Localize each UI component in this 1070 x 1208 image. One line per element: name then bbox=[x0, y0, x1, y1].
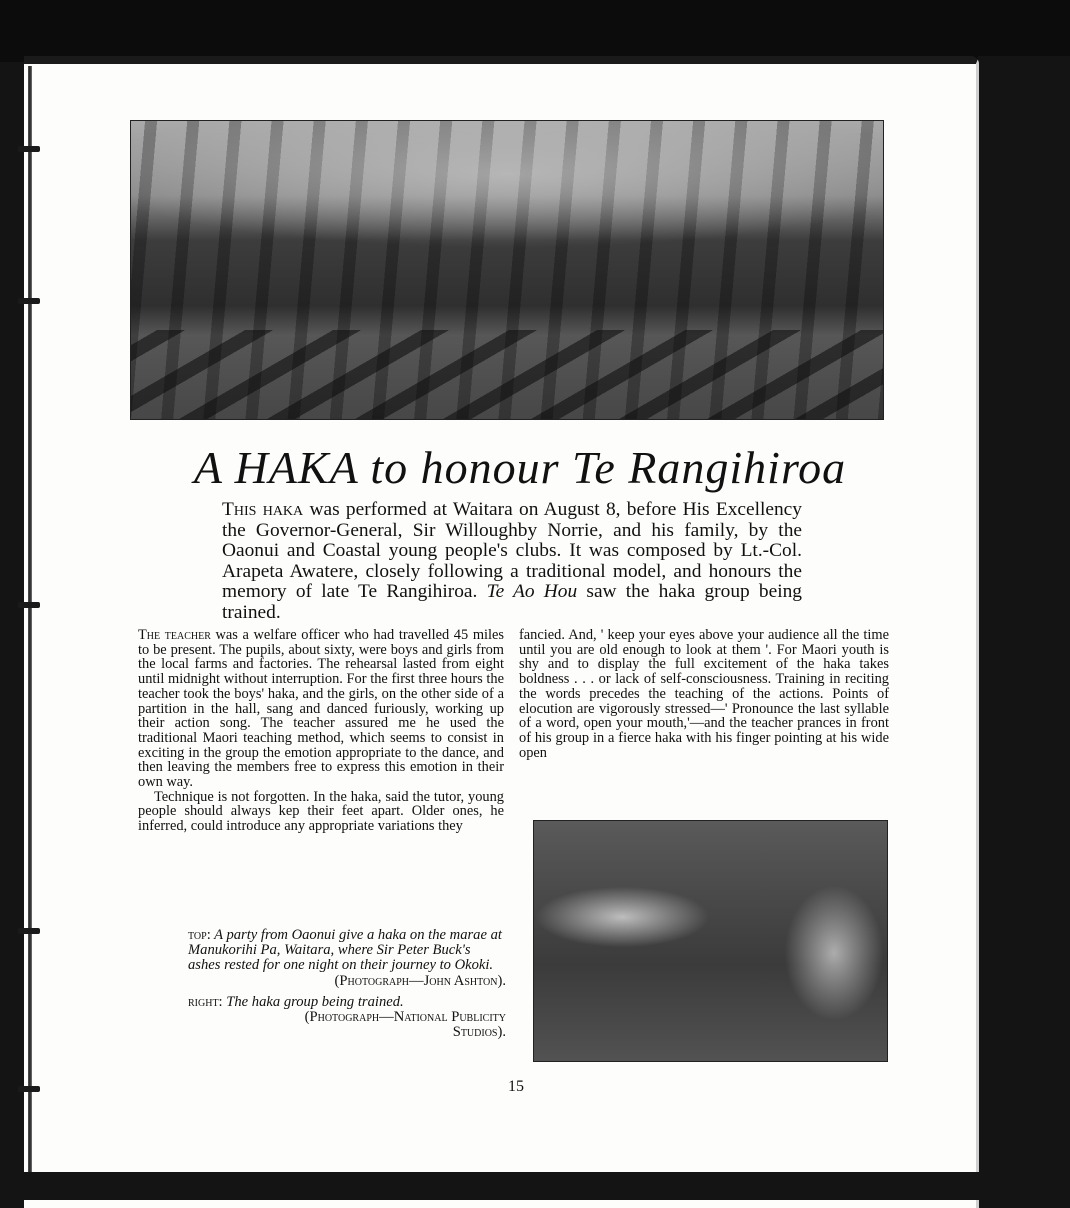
caption-top-label: top: bbox=[188, 927, 211, 943]
caption-top-text: A party from Oaonui give a haka on the marae at Manukorihi Pa, Waitara, where Sir Peter Buck's ashes rested for one night on their journey to Okoki. bbox=[188, 927, 502, 974]
staple-icon bbox=[18, 298, 40, 304]
intro-lead-caps: This haka bbox=[222, 499, 304, 520]
caption-top-credit: (Photograph—John Ashton). bbox=[334, 972, 506, 989]
staple-icon bbox=[18, 1086, 40, 1092]
intro-text-end: saw the haka group being trained. bbox=[222, 581, 802, 623]
photo-haka-training bbox=[533, 820, 888, 1062]
right-column bbox=[519, 628, 889, 760]
caption-right-text: The haka group being trained. bbox=[226, 993, 404, 1010]
scan-background-right bbox=[978, 56, 1070, 1200]
left-column bbox=[138, 628, 504, 834]
caption-right-credit-2: Studios). bbox=[452, 1024, 506, 1041]
page-binding-edge bbox=[28, 66, 32, 1200]
article-intro bbox=[222, 500, 802, 623]
intro-text: was performed at Waitara on August 8, before His Excellency the Governor-General, Sir Willoughby Norrie, and his family, by the Oaonui and Coastal young people's clubs. It was composed by Lt.-Col. Arapeta Awatere, closely following a traditional model, and honours the memory of late Te Rangihiroa. bbox=[222, 499, 802, 602]
staple-icon bbox=[18, 146, 40, 152]
scan-background-bottom bbox=[0, 1172, 1070, 1200]
left-paragraph-1 bbox=[138, 628, 504, 790]
scan-background-top bbox=[0, 0, 1070, 62]
left-lead-caps: The teacher bbox=[138, 627, 211, 643]
staple-icon bbox=[18, 602, 40, 608]
left-paragraph-2: Technique is not forgotten. In the haka, said the tutor, young people should always kep their feet apart. Older ones, he inferred, could introduce any appropriate variations they bbox=[138, 788, 504, 835]
photo-shadows bbox=[131, 330, 883, 419]
photo-captions bbox=[188, 928, 506, 1046]
photo-haka-field bbox=[130, 120, 884, 420]
right-paragraph-1: fancied. And, ' keep your eyes above your audience all the time until you are old enough to look at them '. For Maori youth is shy and to display the full excitement of the haka takes boldness . . . or lack of self-consciousness. Training in reciting the words precedes the teaching of the actions. Points of elocution are vigorously stressed—' Pronounce the last syllable of a word, open your mouth,'—and the teacher prances in front of his group in a fierce haka with his finger pointing at his wide open bbox=[519, 627, 889, 761]
caption-top bbox=[188, 928, 506, 974]
caption-right-credit-1: (Photograph—National Publicity bbox=[304, 1009, 506, 1026]
article-headline: A HAKA to honour Te Rangihiroa bbox=[193, 442, 847, 493]
page-number: 15 bbox=[508, 1078, 524, 1095]
left-paragraph-1-text: was a welfare officer who had travelled 45 miles to be present. The pupils, about sixty, were boys and girls from the local farms and factories. The rehearsal lasted from eight until midnight without interruption. For the first three hours the teacher took the boys' haka, and the girls, on the other side of a partition in the hall, sang and danced furiously, working up their action song. The teacher assured me he used the traditional Maori teaching method, which seems to consist in exciting in the group the emotion appropriate to the dance, and then leaving the members free to express this emotion in their own way. bbox=[138, 627, 504, 791]
caption-right-label: right: bbox=[188, 993, 223, 1010]
staple-icon bbox=[18, 928, 40, 934]
magazine-name: Te Ao Hou bbox=[486, 581, 578, 602]
caption-right bbox=[188, 995, 506, 1010]
